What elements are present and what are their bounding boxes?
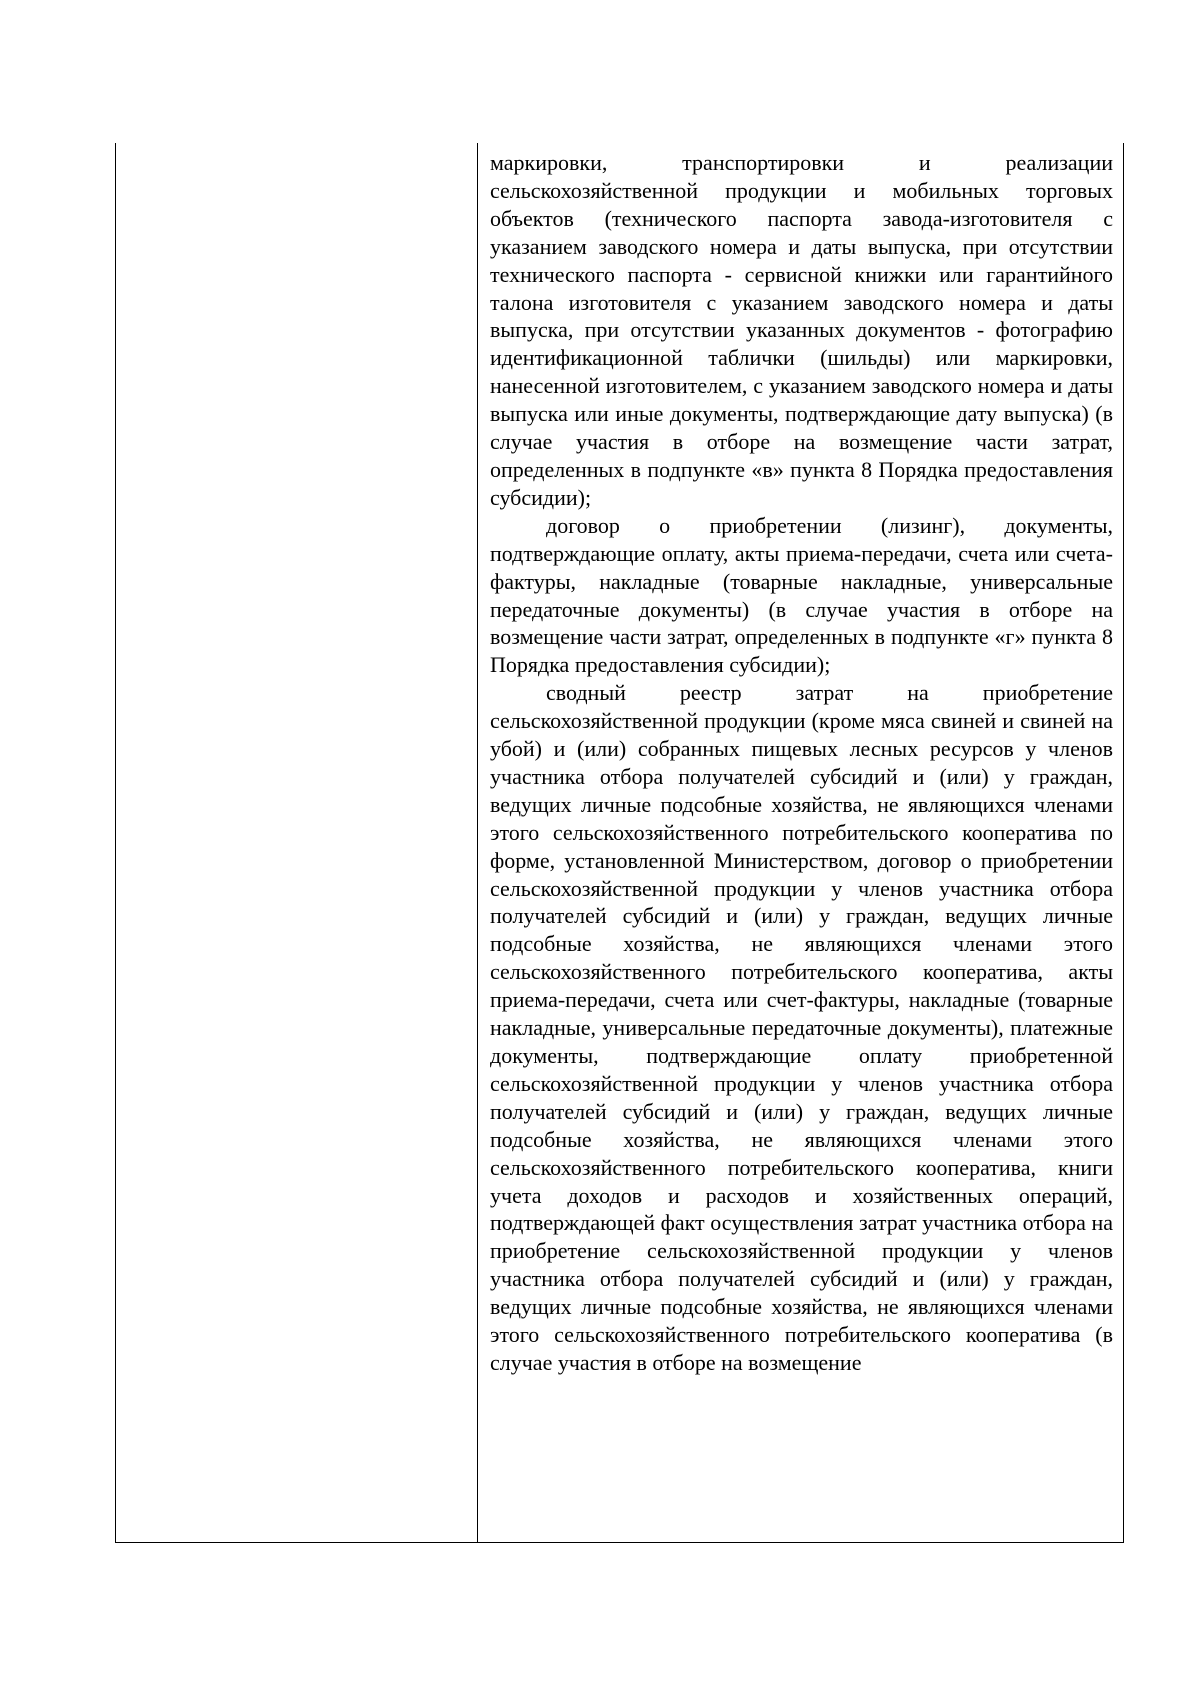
document-table [115, 143, 1124, 1543]
table-left-column [116, 143, 478, 1542]
paragraph-cost-register: сводный реестр затрат на приобретение сельскохозяйственной продукции (кроме мяса свиней и свиней на убой) и (или) собранных пищевых лесных ресурсов у членов участника отбора получателей субсидий и (или) у граждан, ведущих личные подсобные хозяйства, не являющихся членами этого сельскохозяйственного потребительского кооператива по форме, установленной Министерством, договор о приобретении сельскохозяйственной продукции у членов участника отбора получателей субсидий и (или) у граждан, ведущих личные подсобные хозяйства, не являющихся членами этого сельскохозяйственного потребительского кооператива, акты приема-передачи, счета или счет-фактуры, накладные (товарные накладные, универсальные передаточные документы), платежные документы, подтверждающие оплату приобретенной сельскохозяйственной продукции у членов участника отбора получателей субсидий и (или) у граждан, ведущих личные подсобные хозяйства, не являющихся членами этого сельскохозяйственного потребительского кооператива, книги учета доходов и расходов и хозяйственных операций, подтверждающей факт осуществления затрат участника отбора на приобретение сельскохозяйственной продукции у членов участника отбора получателей субсидий и (или) у граждан, ведущих личные подсобные хозяйства, не являющихся членами этого сельскохозяйственного потребительского кооператива (в случае участия в отборе на возмещение [490, 680, 1113, 1375]
paragraph-leasing-documents: договор о приобретении (лизинг), документы, подтверждающие оплату, акты приема-передачи, счета или счета-фактуры, накладные (товарные накладные, универсальные передаточные документы) (в случае участия в отборе на возмещение части затрат, определенных в подпункте «г» пункта 8 Порядка предоставления субсидии); [490, 512, 1113, 678]
paragraph-equipment-documents: маркировки, транспортировки и реализации сельскохозяйственной продукции и мобильных торговых объектов (технического паспорта завода-изготовителя с указанием заводского номера и даты выпуска, при отсутствии технического паспорта - сервисной книжки или гарантийного талона изготовителя с указанием заводского номера и даты выпуска, при отсутствии указанных документов - фотографию идентификационной таблички (шильды) или маркировки, нанесенной изготовителем, с указанием заводского номера и даты выпуска или иные документы, подтверждающие дату выпуска) (в случае участия в отборе на возмещение части затрат, определенных в подпункте «в» пункта 8 Порядка предоставления субсидии); [490, 150, 1113, 510]
table-right-column [478, 143, 1123, 1542]
